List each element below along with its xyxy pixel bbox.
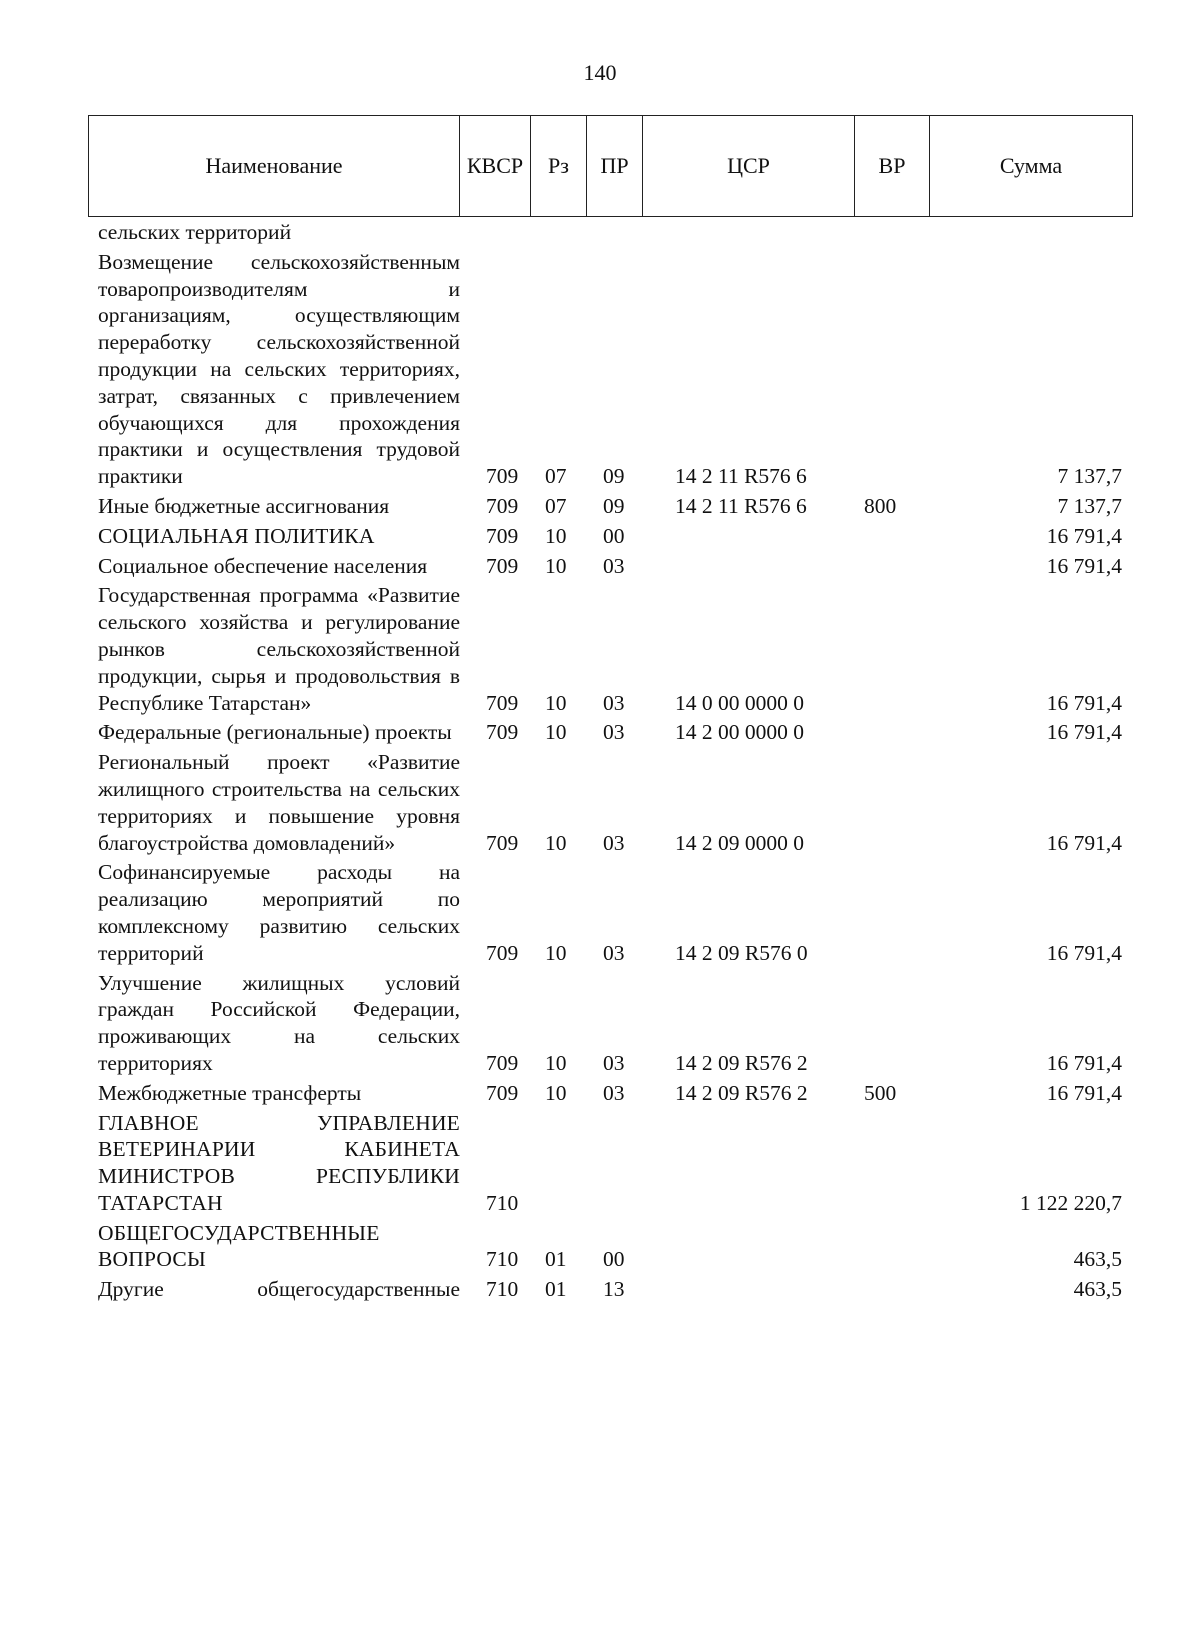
row-csr: 14 2 09 R576 0 bbox=[675, 940, 808, 965]
row-rz: 07 bbox=[545, 493, 567, 518]
row-csr: 14 2 09 R576 2 bbox=[675, 1080, 808, 1105]
row-name: Другие общегосударственные bbox=[98, 1277, 460, 1302]
row-kvsr: 709 bbox=[486, 523, 519, 548]
row-sum: 16 791,4 bbox=[1046, 1080, 1122, 1105]
row-sum: 7 137,7 bbox=[1057, 464, 1122, 489]
row-sum: 16 791,4 bbox=[1046, 940, 1122, 965]
row-sum: 16 791,4 bbox=[1046, 690, 1122, 715]
row-name: СОЦИАЛЬНАЯ ПОЛИТИКА bbox=[98, 523, 375, 548]
table-row bbox=[88, 553, 1132, 580]
table-row bbox=[88, 749, 1132, 856]
row-pr: 03 bbox=[603, 940, 625, 965]
row-kvsr: 709 bbox=[486, 940, 519, 965]
row-vr: 800 bbox=[864, 493, 897, 518]
row-csr: 14 2 11 R576 6 bbox=[675, 493, 807, 518]
table-row bbox=[88, 493, 1132, 520]
row-kvsr: 709 bbox=[486, 1050, 519, 1075]
row-sum: 463,5 bbox=[1073, 1277, 1122, 1302]
row-pr: 03 bbox=[603, 1050, 625, 1075]
row-pr: 03 bbox=[603, 1080, 625, 1105]
table-row bbox=[88, 859, 1132, 966]
table-row bbox=[88, 970, 1132, 1077]
row-pr: 03 bbox=[603, 690, 625, 715]
table-row bbox=[88, 719, 1132, 746]
row-kvsr: 710 bbox=[486, 1190, 519, 1215]
row-pr: 13 bbox=[603, 1277, 625, 1302]
row-sum: 1 122 220,7 bbox=[1019, 1190, 1122, 1215]
row-pr: 03 bbox=[603, 720, 625, 745]
row-kvsr: 709 bbox=[486, 464, 519, 489]
row-rz: 10 bbox=[545, 1050, 567, 1075]
row-rz: 10 bbox=[545, 1080, 567, 1105]
row-kvsr: 709 bbox=[486, 720, 519, 745]
table-row bbox=[88, 219, 1132, 246]
row-sum: 7 137,7 bbox=[1057, 493, 1122, 518]
row-rz: 10 bbox=[545, 720, 567, 745]
row-name: Возмещение сельскохозяйственным товаропроизводителям и организациям, осуществляющим переработку сельскохозяйственной продукции на сельских территориях, затрат, связанных с привлечением обучающихся для прохождения практики и осуществления трудовой практики bbox=[98, 249, 460, 489]
row-rz: 10 bbox=[545, 523, 567, 548]
row-sum: 16 791,4 bbox=[1046, 720, 1122, 745]
row-name: Федеральные (региональные) проекты bbox=[98, 720, 452, 745]
row-sum: 463,5 bbox=[1073, 1247, 1122, 1272]
row-kvsr: 709 bbox=[486, 690, 519, 715]
row-rz: 10 bbox=[545, 553, 567, 578]
row-pr: 00 bbox=[603, 1247, 625, 1272]
row-rz: 01 bbox=[545, 1277, 567, 1302]
table-row bbox=[88, 1080, 1132, 1107]
row-kvsr: 709 bbox=[486, 830, 519, 855]
row-name: Иные бюджетные ассигнования bbox=[98, 493, 390, 518]
row-name: сельских территорий bbox=[98, 220, 292, 244]
header-sum: Сумма bbox=[930, 116, 1133, 217]
table-row bbox=[88, 523, 1132, 550]
row-pr: 03 bbox=[603, 553, 625, 578]
row-name: Софинансируемые расходы на реализацию мероприятий по комплексному развитию сельских территорий bbox=[98, 860, 460, 965]
row-name: Улучшение жилищных условий граждан Российской Федерации, проживающих на сельских территориях bbox=[98, 970, 460, 1075]
row-name: ГЛАВНОЕ УПРАВЛЕНИЕ ВЕТЕРИНАРИИ КАБИНЕТА МИНИСТРОВ РЕСПУБЛИКИ ТАТАРСТАН bbox=[98, 1110, 460, 1215]
row-name: ОБЩЕГОСУДАРСТВЕННЫЕ ВОПРОСЫ bbox=[98, 1220, 380, 1272]
row-rz: 10 bbox=[545, 940, 567, 965]
row-pr: 09 bbox=[603, 464, 625, 489]
header-name: Наименование bbox=[89, 116, 460, 217]
row-kvsr: 710 bbox=[486, 1277, 519, 1302]
row-rz: 07 bbox=[545, 464, 567, 489]
row-csr: 14 0 00 0000 0 bbox=[675, 690, 804, 715]
page-number: 140 bbox=[583, 60, 617, 85]
row-sum: 16 791,4 bbox=[1046, 1050, 1122, 1075]
row-pr: 00 bbox=[603, 523, 625, 548]
table-row bbox=[88, 1110, 1132, 1217]
table-header bbox=[88, 115, 1133, 217]
row-pr: 03 bbox=[603, 830, 625, 855]
header-kvsr: КВСР bbox=[460, 116, 531, 217]
table-row bbox=[88, 1276, 1132, 1303]
row-rz: 01 bbox=[545, 1247, 567, 1272]
table-row bbox=[88, 1220, 1132, 1274]
row-name: Региональный проект «Развитие жилищного строительства на сельских территориях и повышение уровня благоустройства домовладений» bbox=[98, 750, 460, 855]
row-csr: 14 2 09 R576 2 bbox=[675, 1050, 808, 1075]
row-vr: 500 bbox=[864, 1080, 897, 1105]
row-rz: 10 bbox=[545, 830, 567, 855]
row-csr: 14 2 11 R576 6 bbox=[675, 464, 807, 489]
row-csr: 14 2 00 0000 0 bbox=[675, 720, 804, 745]
header-pr: ПР bbox=[587, 116, 643, 217]
row-kvsr: 709 bbox=[486, 553, 519, 578]
header-csr: ЦСР bbox=[643, 116, 855, 217]
row-sum: 16 791,4 bbox=[1046, 553, 1122, 578]
row-pr: 09 bbox=[603, 493, 625, 518]
header-rz: Рз bbox=[531, 116, 587, 217]
row-kvsr: 710 bbox=[486, 1247, 519, 1272]
table-row bbox=[88, 582, 1132, 716]
row-kvsr: 709 bbox=[486, 1080, 519, 1105]
row-sum: 16 791,4 bbox=[1046, 830, 1122, 855]
row-name: Социальное обеспечение населения bbox=[98, 553, 428, 578]
row-kvsr: 709 bbox=[486, 493, 519, 518]
row-csr: 14 2 09 0000 0 bbox=[675, 830, 804, 855]
table-row bbox=[88, 249, 1132, 490]
table-body bbox=[88, 219, 1132, 1306]
row-name: Межбюджетные трансферты bbox=[98, 1080, 362, 1105]
header-vr: ВР bbox=[855, 116, 930, 217]
row-name: Государственная программа «Развитие сельского хозяйства и регулирование рынков сельскохозяйственной продукции, сырья и продовольствия в Республике Татарстан» bbox=[98, 583, 460, 715]
row-sum: 16 791,4 bbox=[1046, 523, 1122, 548]
row-rz: 10 bbox=[545, 690, 567, 715]
